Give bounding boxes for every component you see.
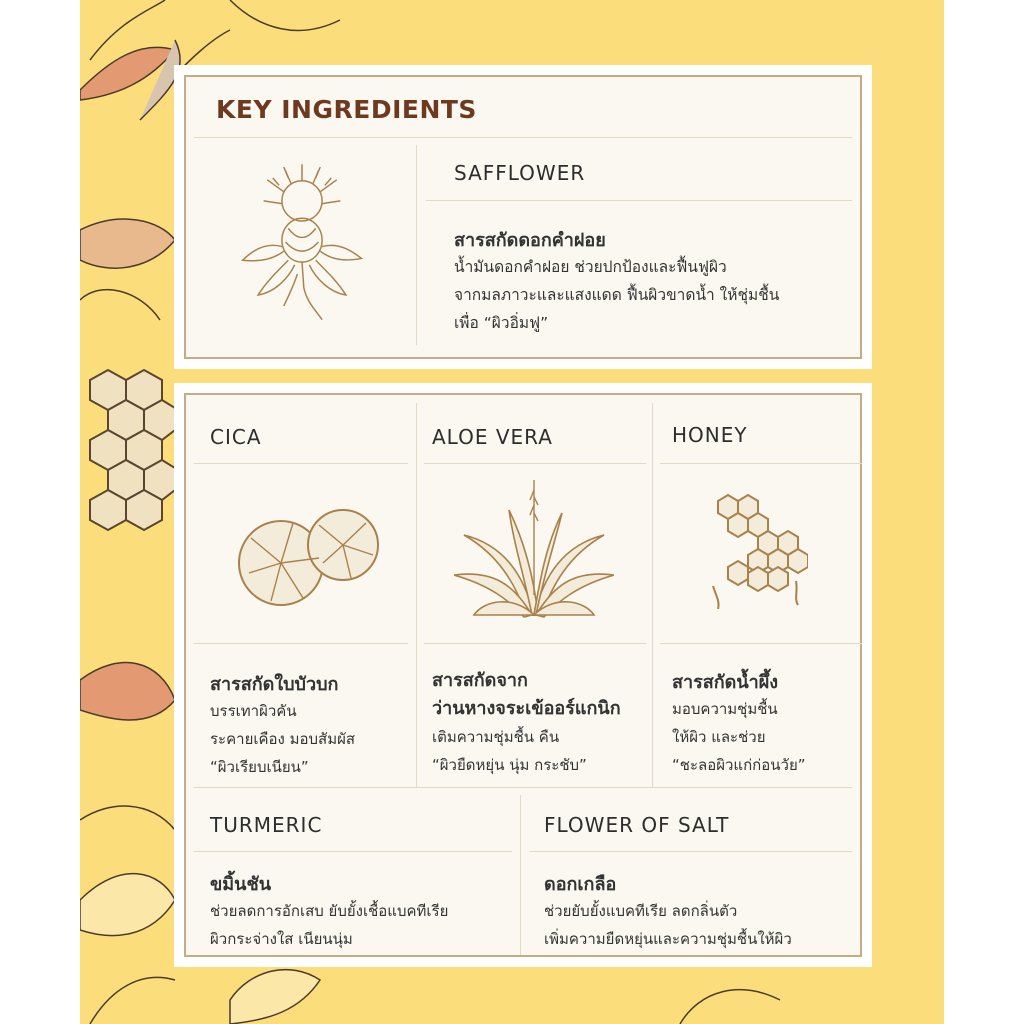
ingredient-name: HONEY: [672, 423, 748, 447]
divider: [530, 851, 852, 852]
divider: [520, 795, 521, 955]
ingredient-subtitle: สารสกัดใบบัวบก: [210, 674, 339, 695]
grid-card-frame: [184, 393, 862, 957]
ingredient-description: ช่วยยับยั้งแบคทีเรีย ลดกลิ่นตัว เพิ่มความยืดหยุ่นและความชุ่มชื้นให้ผิว: [544, 902, 792, 948]
divider: [194, 463, 408, 464]
divider: [660, 463, 862, 464]
divider: [194, 643, 408, 644]
divider: [652, 403, 653, 787]
divider: [424, 643, 646, 644]
ingredient-name: CICA: [210, 425, 262, 449]
divider: [426, 200, 852, 201]
safflower-illustration: [238, 157, 366, 327]
cica-leaf-illustration: [231, 503, 381, 613]
ingredient-description: ช่วยลดการอักเสบ ยับยั้งเชื้อแบคทีเรีย ผิวกระจ่างใส เนียนนุ่ม: [210, 902, 449, 948]
left-margin: [0, 0, 80, 1024]
right-margin: [944, 0, 1024, 1024]
featured-card-frame: [184, 75, 862, 359]
divider: [194, 851, 512, 852]
ingredient-subtitle: ดอกเกลือ: [544, 874, 617, 895]
divider: [660, 643, 862, 644]
ingredient-name: ALOE VERA: [432, 425, 553, 449]
ingredient-name: FLOWER OF SALT: [544, 813, 730, 837]
featured-ingredient-name: SAFFLOWER: [454, 161, 586, 185]
featured-ingredient-card: [174, 65, 872, 369]
ingredient-description: เติมความชุ่มชื้น คืน “ผิวยืดหยุ่น นุ่ม กระชับ”: [432, 728, 587, 774]
page-title: KEY INGREDIENTS: [216, 95, 477, 124]
ingredient-description: บรรเทาผิวคัน ระคายเคือง มอบสัมผัส “ผิวเรียบเนียน”: [210, 702, 356, 776]
ingredient-subtitle: สารสกัดน้ำผึ้ง: [672, 672, 779, 693]
ingredients-grid-card: [174, 383, 872, 967]
ingredient-subtitle: ขมิ้นชัน: [210, 874, 271, 895]
ingredient-name: TURMERIC: [210, 813, 323, 837]
honeycomb-illustration: [708, 491, 808, 611]
featured-ingredient-subtitle: สารสกัดดอกคำฝอย: [454, 230, 606, 251]
divider: [194, 137, 852, 138]
featured-ingredient-description: น้ำมันดอกคำฝอย ช่วยปกป้องและฟื้นฟูผิว จากมลภาวะและแสงแดด ฟื้นผิวขาดน้ำ ให้ชุ่มชื้น เพื่อ “ผิวอิ่มฟู”: [454, 258, 780, 332]
ingredient-subtitle: สารสกัดจาก ว่านหางจระเข้ออร์แกนิก: [432, 670, 621, 719]
divider: [416, 403, 417, 787]
ingredient-description: มอบความชุ่มชื้น ให้ผิว และช่วย “ชะลอผิวแก่ก่อนวัย”: [672, 700, 806, 774]
aloe-illustration: [454, 475, 614, 625]
divider: [416, 145, 417, 345]
divider: [424, 463, 646, 464]
divider: [194, 787, 852, 788]
